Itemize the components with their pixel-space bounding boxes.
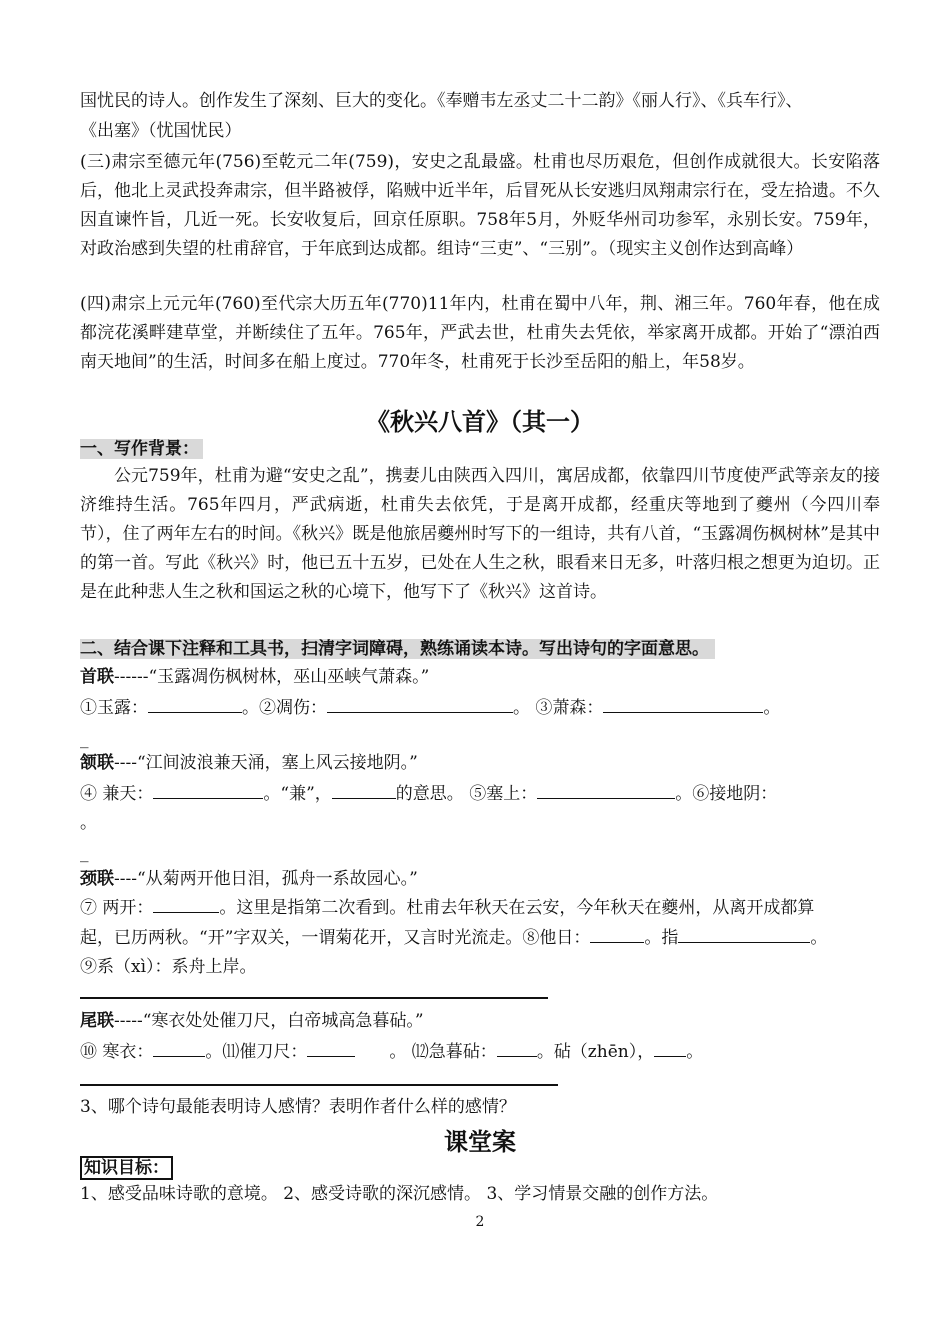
question-8-sub-label: 。指 — [644, 928, 679, 948]
knowledge-goals: 1、感受品味诗歌的意境。 2、感受诗歌的深沉感情。 3、学习情景交融的创作方法。 — [80, 1184, 719, 1204]
answer-blank-12b[interactable] — [654, 1038, 686, 1057]
section-1-body: 公元759年，杜甫为避“安史之乱”，携妻儿由陕西入四川，寓居成都，依靠四川节度使严武等亲友的接济维持生活。765年四月，严武病逝，杜甫失去依凭，于是离开成都，经重庆等地到了夔州（今四川奉节），住了两年左右的时间。《秋兴》既是他旅居夔州时写下的一组诗，共有八首，“玉露凋伤枫树林”是其中的第一首。写此《秋兴》时，他已五十五岁，已处在人生之秋，眼看来日无多，叶落归根之想更为迫切。正是在此种悲人生之秋和国运之秋的心境下，他写下了《秋兴》这首诗。 — [80, 466, 880, 602]
intro-paragraph-3: (三)肃宗至德元年(756)至乾元二年(759)，安史之乱最盛。杜甫也尽历艰危，但创作成就很大。长安陷落后，他北上灵武投奔肃宗，但半路被俘，陷贼中近半年，后冒死从长安逃归凤翔肃宗行在，受左拾遗。不久因直谏忤旨，几近一死。长安收复后，回京任原职。758年5月，外贬华州司功参军，永别长安。759年，对政治感到失望的杜甫辞官，于年底到达成都。组诗“三吏”、“三别”。（现实主义创作达到高峰） — [80, 152, 880, 259]
question-12-label: 。 ⑿急暮砧： — [389, 1042, 497, 1062]
couplet-2-label: 颔联 — [80, 753, 114, 773]
couplet-1-dashes: ------ — [114, 667, 149, 687]
question-1-label: ①玉露： — [80, 698, 148, 718]
question-7-line-2 — [80, 924, 827, 951]
question-3-prompt: 3、哪个诗句最能表明诗人感情？表明作者什么样的感情？ — [80, 1097, 516, 1117]
section-1-heading-text: 一、写作背景： — [80, 439, 203, 459]
question-7-line-1 — [80, 894, 814, 921]
answer-blank-4b[interactable] — [332, 780, 396, 799]
question-6-end: 。 — [80, 813, 97, 833]
couplet-4-line — [80, 1008, 424, 1034]
class-section-title: 课堂案 — [444, 1127, 516, 1156]
question-12-end: 。 — [686, 1042, 704, 1062]
couplet-3-dashes: ---- — [114, 869, 137, 889]
question-7-explanation: 。这里是指第二次看到。杜甫去年秋天在云安，今年秋天在夔州，从离开成都算 — [219, 898, 815, 918]
question-11-label: 。⑾催刀尺： — [205, 1042, 308, 1062]
question-2-label: 。②凋伤： — [242, 698, 327, 718]
couplet-1-label: 首联 — [80, 667, 114, 687]
intro-paragraph-4: (四)肃宗上元元年(760)至代宗大历五年(770)11年内，杜甫在蜀中八年，荆、湘三年。760年春，他在成都浣花溪畔建草堂，并断续住了五年。765年，严武去世，杜甫失去凭依，举家离开成都。开始了“漂泊西南天地间”的生活，时间多在船上度过。770年冬，杜甫死于长沙至岳阳的船上，年58岁。 — [80, 294, 880, 372]
intro-paragraph-2-line-2: 《出塞》（忧国忧民） — [80, 121, 242, 141]
couplet-4-questions — [80, 1038, 703, 1065]
section-2-heading — [80, 636, 715, 662]
question-12-sub-label: 。砧（zhēn）， — [536, 1042, 655, 1062]
question-4-sub-label: 。“兼”， — [263, 784, 332, 804]
question-8-label: 起，已历两秋。“开”字双关，一谓菊花开，又言时光流走。⑧他日： — [80, 928, 591, 948]
answer-blank-2[interactable] — [327, 694, 513, 713]
answer-blank-8[interactable] — [590, 924, 644, 943]
answer-blank-12[interactable] — [497, 1038, 537, 1057]
question-6-label: 。⑥接地阴： — [675, 784, 778, 804]
couplet-2-verse: “江间波浪兼天涌，塞上风云接地阴。” — [136, 753, 418, 773]
couplet-2-dashes: ---- — [114, 753, 137, 773]
couplet-1-verse: “玉露凋伤枫树林，巫山巫峡气萧森。” — [148, 667, 430, 687]
answer-blank-5[interactable] — [537, 780, 675, 799]
question-3-label: 。 ③萧森： — [513, 698, 604, 718]
answer-blank-4[interactable] — [153, 780, 263, 799]
knowledge-heading — [80, 1155, 173, 1181]
stray-underscore-1: _ — [80, 729, 89, 749]
section-1-heading — [80, 436, 203, 462]
couplet-4-verse: “寒衣处处催刀尺，白帝城高急暮砧。” — [142, 1011, 424, 1031]
couplet-4-dashes: ----- — [114, 1011, 143, 1031]
poem-title: 《秋兴八首》（其一） — [366, 407, 594, 436]
couplet-2-questions — [80, 780, 777, 807]
answer-blank-7[interactable] — [153, 894, 219, 913]
section-2-heading-text: 二、结合课下注释和工具书，扫清字词障碍，熟练诵读本诗。写出诗句的字面意思。 — [80, 639, 715, 659]
stray-underscore-2: _ — [80, 843, 89, 863]
couplet-4-label: 尾联 — [80, 1011, 114, 1031]
answer-blank-10[interactable] — [153, 1038, 205, 1057]
answer-blank-3[interactable] — [603, 694, 763, 713]
question-4-label: ④ 兼天： — [80, 784, 154, 804]
couplet-3-line — [80, 866, 418, 892]
couplet-1-questions — [80, 694, 780, 721]
question-8-end: 。 — [810, 928, 828, 948]
question-9: ⑨系（xì）：系舟上岸。 — [80, 957, 257, 977]
couplet-3-verse: “从菊两开他日泪，孤舟一系故园心。” — [136, 869, 418, 889]
answer-blank-1[interactable] — [148, 694, 242, 713]
knowledge-heading-text: 知识目标： — [80, 1156, 173, 1180]
question-10-label: ⑩ 寒衣： — [80, 1042, 154, 1062]
couplet-3-label: 颈联 — [80, 869, 114, 889]
couplet-2-line — [80, 750, 418, 776]
question-5-label: 的意思。 ⑤塞上： — [395, 784, 538, 804]
intro-paragraph-2-line-1: 国忧民的诗人。创作发生了深刻、巨大的变化。《奉赠韦左丞丈二十二韵》《丽人行》、《兵车行》、 — [80, 91, 803, 111]
answer-line-2[interactable] — [80, 1084, 558, 1086]
answer-line-1[interactable] — [80, 997, 548, 999]
answer-blank-8b[interactable] — [678, 924, 810, 943]
page-number: 2 — [475, 1214, 485, 1230]
couplet-1-line — [80, 664, 429, 690]
question-3-end: 。 — [763, 698, 781, 718]
question-7-label: ⑦ 两开： — [80, 898, 154, 918]
answer-blank-11[interactable] — [307, 1038, 355, 1057]
